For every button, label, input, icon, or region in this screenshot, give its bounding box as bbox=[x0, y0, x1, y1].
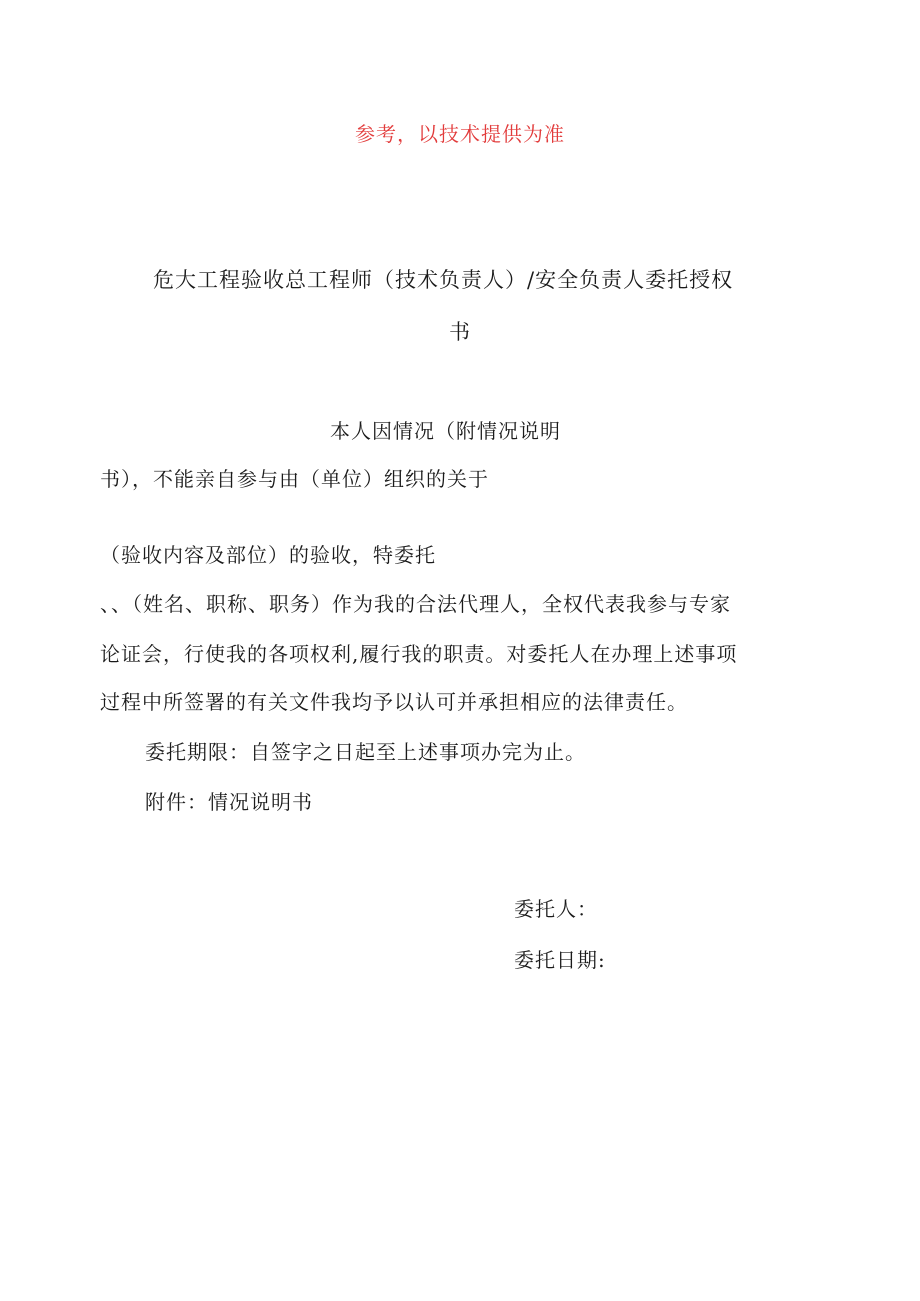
body-line-4: 、、（姓名、职称、职务）作为我的合法代理人，全权代表我参与专家 bbox=[100, 592, 731, 616]
body-line-1: 本人因情况（附情况说明 bbox=[330, 419, 561, 443]
principal-signature-label: 委托人： bbox=[514, 897, 598, 921]
document-title-line-2: 书 bbox=[449, 320, 471, 344]
attachment-note: 附件：情况说明书 bbox=[145, 790, 313, 814]
entrustment-date-label: 委托日期: bbox=[514, 948, 606, 972]
body-line-6: 过程中所签署的有关文件我均予以认可并承担相应的法律责任。 bbox=[100, 690, 688, 714]
body-line-5: 论证会，行使我的各项权利,履行我的职责。对委托人在办理上述事项 bbox=[100, 642, 738, 666]
body-line-2: 书），不能亲自参与由（单位）组织的关于 bbox=[100, 467, 489, 491]
document-title-line-1: 危大工程验收总工程师（技术负责人）/安全负责人委托授权 bbox=[153, 268, 734, 292]
body-line-3: （验收内容及部位）的验收，特委托 bbox=[100, 543, 436, 567]
reference-note: 参考，以技术提供为准 bbox=[355, 122, 565, 146]
entrustment-period: 委托期限：自签字之日起至上述事项办完为止。 bbox=[145, 740, 586, 764]
